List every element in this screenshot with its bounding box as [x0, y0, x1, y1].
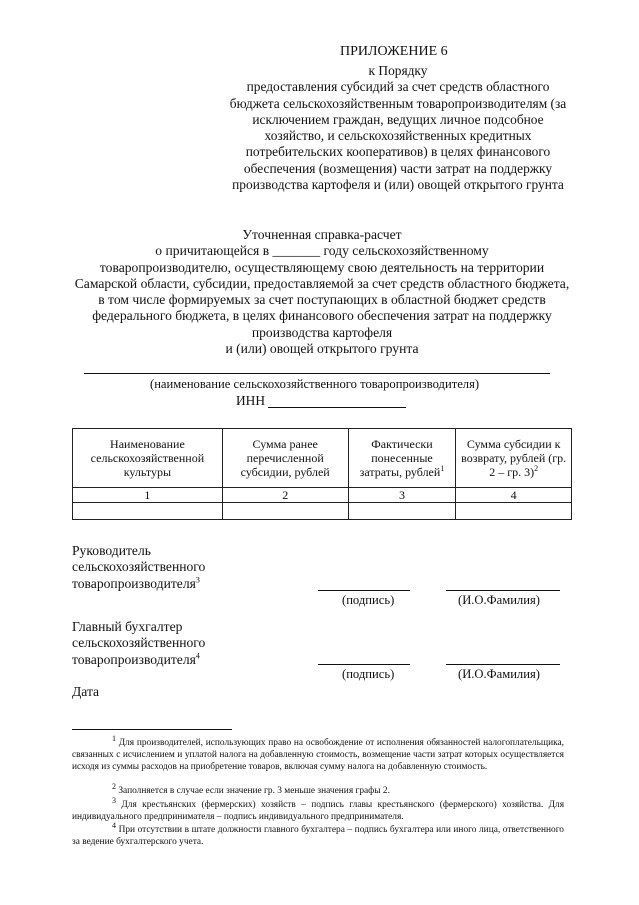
- head-name-caption: (И.О.Фамилия): [458, 593, 540, 607]
- table-row: [73, 503, 572, 520]
- col-header-previous-subsidy: Сумма ранее перечисленной субсидии, рублей: [222, 429, 348, 488]
- footnote-ref-2: 2: [534, 464, 539, 473]
- table-cell[interactable]: [348, 503, 456, 520]
- subsidy-table: [72, 428, 572, 520]
- footnote-1: $^1$ Для производителей, использующих право на освобождение от исполнения обязанностей налогоплательщика, связанных с исчислением и уплатой налога на добавленную стоимость, возмещение части затрат которых осуществляется исходя из суммы расходов на приобретение товаров, включая сумму налога на добавленную стоимость.: [72, 733, 565, 772]
- heading-year-prefix: о причитающейся в: [155, 243, 270, 259]
- table-cell[interactable]: [222, 503, 348, 520]
- col-header-actual-costs: Фактически понесенные затраты, рублей$^1$: [348, 429, 456, 488]
- head-signature-label: [72, 543, 205, 592]
- head-name-line: [446, 590, 560, 591]
- table-header-row: [73, 429, 572, 488]
- column-number: 3: [348, 488, 456, 503]
- head-signature-caption: (подпись): [342, 593, 395, 607]
- table-cell[interactable]: [456, 503, 572, 520]
- footnote-ref-3: 3: [195, 575, 200, 585]
- footnote-4: $^4$ При отсутствии в штате должности главного бухгалтера – подпись бухгалтера или иного лица, ответственного за ведение бухгалтерского учета.: [72, 820, 564, 847]
- inn-label: ИНН: [236, 393, 266, 408]
- heading-year-suffix: году сельскохозяйственному: [323, 243, 489, 259]
- inn-line: [268, 407, 406, 408]
- accountant-label-line-1: Главный бухгалтер: [72, 619, 183, 634]
- accountant-name-caption: (И.О.Фамилия): [458, 667, 540, 681]
- accountant-signature-line: [318, 664, 410, 665]
- table-cell[interactable]: [73, 503, 223, 520]
- annex-title: ПРИЛОЖЕНИЕ 6: [340, 44, 448, 59]
- column-number-row: [73, 488, 572, 503]
- footnote-separator: [72, 729, 232, 730]
- footnote-ref-4: 4: [195, 651, 200, 661]
- producer-name-caption: (наименование сельскохозяйственного товаропроизводителя): [150, 377, 480, 391]
- column-number: 2: [222, 488, 348, 503]
- column-number: 1: [73, 488, 223, 503]
- footnote-ref-1: 1: [440, 464, 445, 473]
- footnote-3: $^3$ Для крестьянских (фермерских) хозяйств – подпись главы крестьянского (фермерского) хозяйства. Для индивидуального предпринимателя – подпись индивидуального предпринимателя.: [72, 795, 565, 822]
- annex-body-text: предоставления субсидий за счет средств областного бюджета сельскохозяйственным товаропроизводителям (за исключением граждан, ведущих личное подсобное хозяйство, и сельскохозяйственных кредитных потребительских кооперативов) в целях финансового обеспечения (возмещения) части затрат на поддержку производства картофеля и (или) овощей открытого грунта: [229, 79, 567, 193]
- col-header-refund-amount: Сумма субсидии к возврату, рублей (гр. 2 – гр. 3)$^2$: [456, 429, 572, 488]
- accountant-label-line-3: товаропроизводителя$^4$: [72, 651, 200, 667]
- col-header-culture: Наименование сельскохозяйственной культуры: [73, 429, 223, 488]
- head-signature-line: [318, 590, 410, 591]
- year-blank: _______: [272, 243, 321, 259]
- column-number: 4: [456, 488, 572, 503]
- accountant-name-line: [446, 664, 560, 665]
- producer-name-line: [84, 373, 550, 374]
- annex-subtitle: к Порядку: [368, 63, 428, 78]
- heading-line-1: Уточненная справка-расчет: [242, 227, 402, 242]
- accountant-signature-label: [72, 619, 205, 668]
- head-label-line-2: сельскохозяйственного: [72, 559, 206, 575]
- accountant-label-line-2: сельскохозяйственного: [72, 635, 206, 651]
- head-label-line-1: Руководитель: [72, 543, 151, 558]
- heading-line-2: [72, 243, 572, 259]
- annex-reference: [222, 63, 574, 193]
- footnote-2: $^2$ Заполняется в случае если значение гр. 3 меньше значения графы 2.: [112, 781, 390, 796]
- accountant-signature-caption: (подпись): [342, 667, 395, 681]
- heading-last: и (или) овощей открытого грунта: [225, 341, 419, 357]
- heading-rest: товаропроизводителю, осуществляющему свою деятельность на территории Самарской области, субсидии, предоставляемой за счет средств областного бюджета, в том числе формируемых за счет поступающих в областной бюджет средств федерального бюджета, в целях финансового обеспечения затрат на поддержку производства картофеля: [74, 259, 570, 340]
- head-label-line-3: товаропроизводителя$^3$: [72, 575, 200, 591]
- date-label: Дата: [72, 684, 100, 699]
- form-heading: [72, 227, 572, 357]
